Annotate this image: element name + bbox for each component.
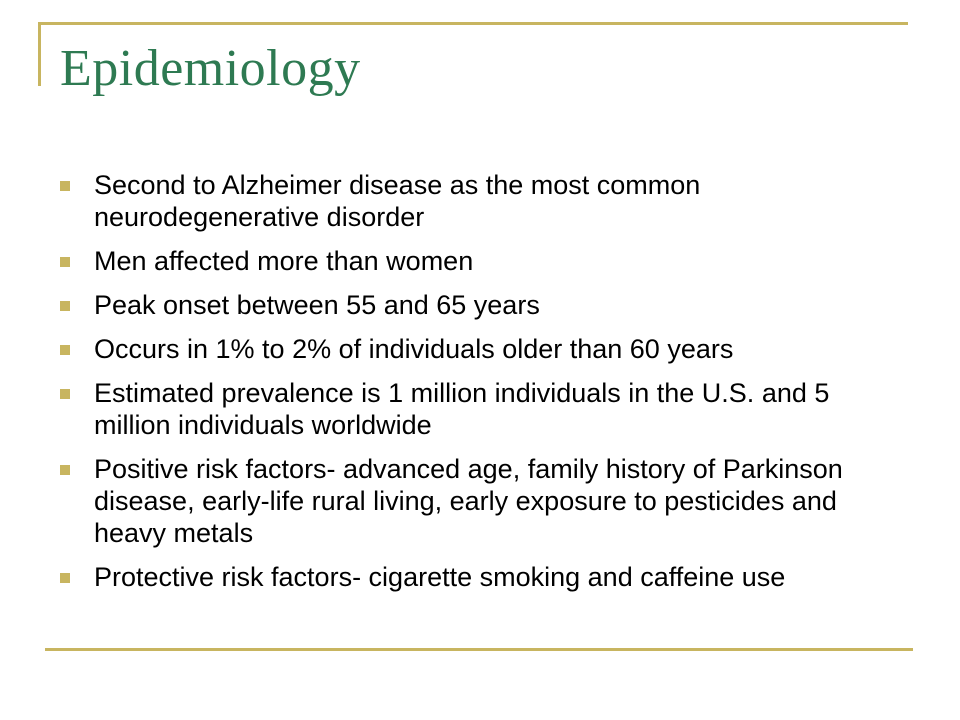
bullet-item [60, 453, 910, 549]
bullet-item [60, 289, 910, 321]
bullet-item [60, 245, 910, 277]
square-bullet-icon [60, 465, 70, 475]
bullet-text: Men affected more than women [94, 246, 474, 276]
top-border-line [38, 22, 908, 25]
square-bullet-icon [60, 573, 70, 583]
left-border-line [38, 22, 41, 86]
slide-title: Epidemiology [60, 40, 361, 97]
bullet-text: Second to Alzheimer disease as the most common neurodegenerative disorder [94, 170, 701, 232]
bullet-item [60, 561, 910, 593]
square-bullet-icon [60, 345, 70, 355]
bullet-text: Peak onset between 55 and 65 years [94, 290, 540, 320]
square-bullet-icon [60, 301, 70, 311]
bottom-border-line [45, 648, 913, 651]
square-bullet-icon [60, 389, 70, 399]
bullet-item [60, 333, 910, 365]
square-bullet-icon [60, 181, 70, 191]
bullet-text: Positive risk factors- advanced age, family history of Parkinson disease, early-life rural living, early exposure to pesticides and heavy metals [94, 454, 843, 548]
bullet-item [60, 169, 910, 233]
bullet-text: Protective risk factors- cigarette smoking and caffeine use [94, 562, 786, 592]
square-bullet-icon [60, 257, 70, 267]
bullet-text: Estimated prevalence is 1 million individuals in the U.S. and 5 million individuals worldwide [94, 378, 830, 440]
bullet-list [60, 169, 910, 605]
bullet-text: Occurs in 1% to 2% of individuals older than 60 years [94, 334, 734, 364]
bullet-item [60, 377, 910, 441]
